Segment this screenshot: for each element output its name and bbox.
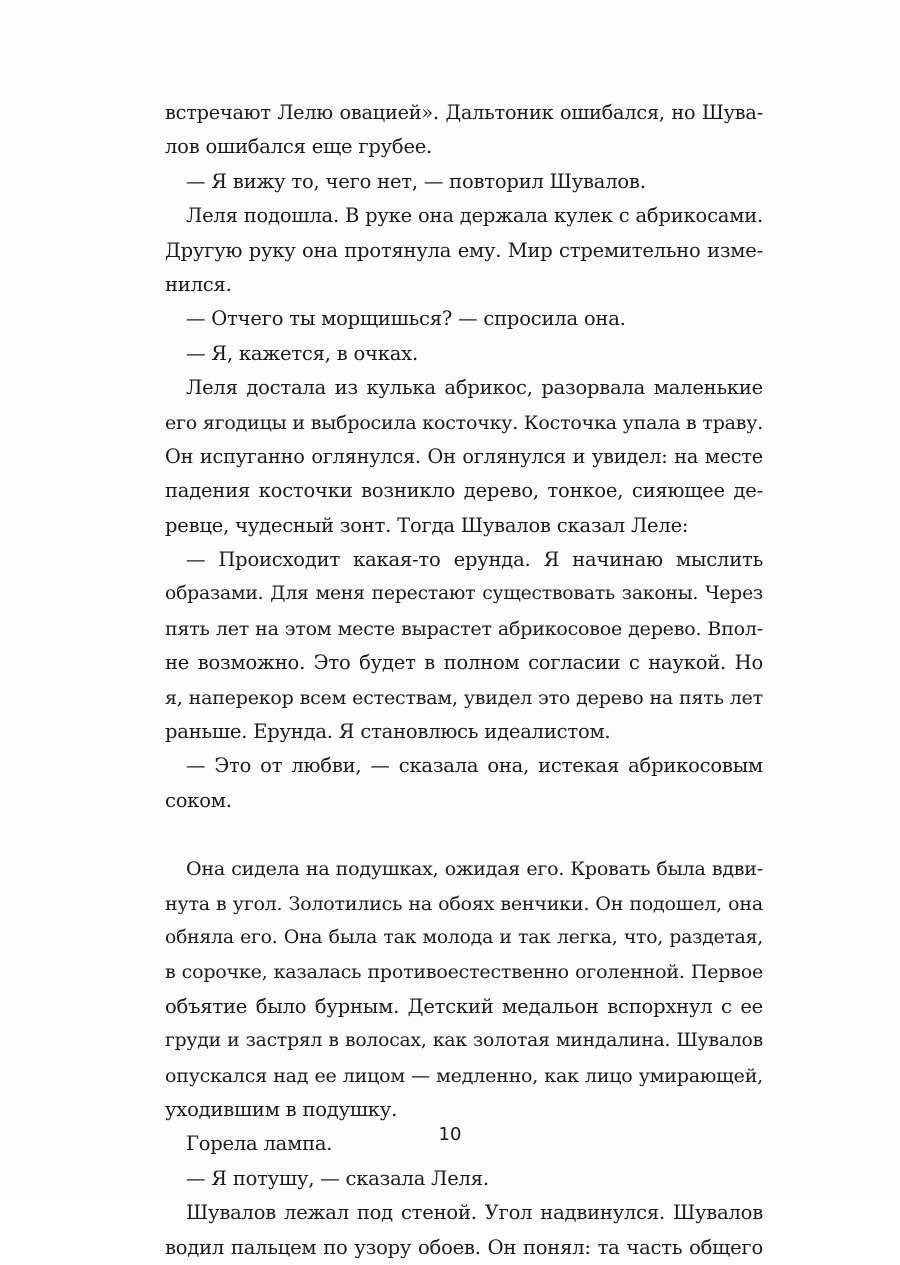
text-line: соком. xyxy=(165,788,232,812)
text-line: — Это от любви, — сказала она, истекая абрикосовым xyxy=(186,754,763,778)
section-break xyxy=(165,818,763,852)
text-line: — Я потушу, — сказала Леля. xyxy=(186,1166,489,1190)
text-line: не возможно. Это будет в полном согласии с наукой. Но xyxy=(165,651,763,675)
text-line: водил пальцем по узору обоев. Он понял: та часть общего xyxy=(165,1235,763,1259)
text-line: — Я вижу то, чего нет, — повторил Шувалов. xyxy=(186,169,646,193)
text-line: Она сидела на подушках, ожидая его. Кровать была вдви- xyxy=(186,858,763,881)
page-number: 10 xyxy=(438,1124,462,1145)
text-line: Шувалов лежал под стеной. Угол надвинулся. Шувалов xyxy=(186,1201,763,1225)
text-line: образами. Для меня перестают существовать законы. Через xyxy=(165,583,763,605)
text-line: — Я, кажется, в очках. xyxy=(186,341,418,365)
text-line: я, наперекор всем естествам, увидел это дерево на пять лет xyxy=(165,686,763,709)
text-line: опускался над ее лицом — медленно, как лицо умирающей, xyxy=(165,1064,763,1087)
text-line: обняла его. Она была так молода и так легка, что, раздетая, xyxy=(165,926,763,948)
text-line: его ягодицы и выбросила косточку. Косточка упала в траву. xyxy=(165,411,764,434)
text-line: Горела лампа. xyxy=(186,1132,333,1156)
text-line: груди и застрял в волосах, как золотая миндалина. Шувалов xyxy=(165,1030,763,1052)
text-line: Другую руку она протянула ему. Мир стремительно изме- xyxy=(165,238,763,262)
text-line: лов ошибался еще грубее. xyxy=(165,135,433,159)
text-line: в сорочке, казалась противоестественно оголенной. Первое xyxy=(165,961,763,984)
text-line: встречают Лелю овацией». Дальтоник ошибался, но Шува- xyxy=(165,101,763,124)
text-line: Леля подошла. В руке она держала кулек с абрикосами. xyxy=(186,204,763,228)
text-line: уходившим в подушку. xyxy=(165,1097,398,1121)
text-line: падения косточки возникло дерево, тонкое, сияющее де- xyxy=(165,479,763,503)
text-line: объятие было бурным. Детский медальон вспорхнул с ее xyxy=(165,994,763,1018)
text-line: — Отчего ты морщишься? — спросила она. xyxy=(186,307,626,331)
page-text xyxy=(165,96,763,1265)
text-line: раньше. Ерунда. Я становлюсь идеалистом. xyxy=(165,720,611,744)
text-line: нута в угол. Золотились на обоях венчики. Он подошел, она xyxy=(165,892,763,915)
text-line: ревце, чудесный зонт. Тогда Шувалов сказал Леле: xyxy=(165,513,689,537)
text-line: Леля достала из кулька абрикос, разорвала маленькие xyxy=(186,376,763,400)
text-line: пять лет на этом месте вырастет абрикосовое дерево. Впол- xyxy=(165,617,763,640)
text-line: Он испуганно оглянулся. Он оглянулся и увидел: на месте xyxy=(165,444,763,468)
text-line: — Происходит какая-то ерунда. Я начинаю мыслить xyxy=(186,548,763,572)
text-line: нился. xyxy=(165,272,232,296)
